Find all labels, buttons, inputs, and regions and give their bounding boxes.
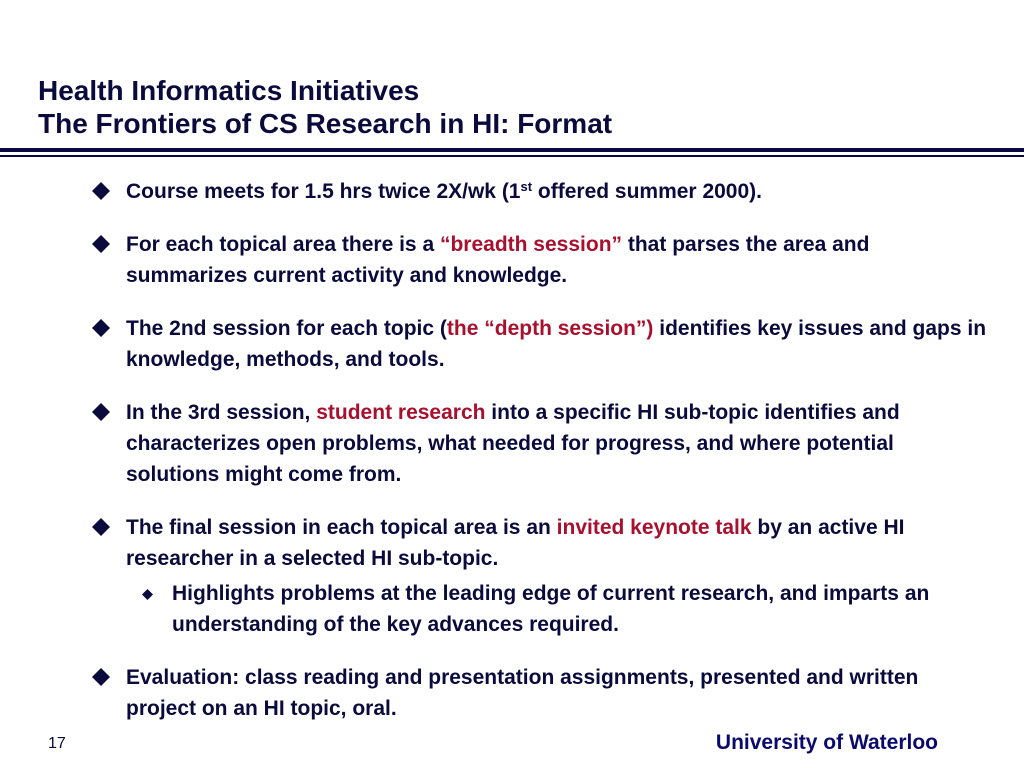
- title-rule-thin: [0, 155, 1024, 157]
- diamond-icon: [92, 182, 110, 200]
- bullet-list: [88, 176, 988, 746]
- small-diamond-icon: [142, 589, 153, 600]
- bullet-text: For each topical area there is a: [126, 233, 440, 256]
- bullet-text: that parses the area and summarizes current activity and knowledge.: [126, 233, 870, 287]
- diamond-icon: [92, 235, 110, 253]
- bullet-text: In the 3rd session,: [126, 401, 317, 424]
- diamond-icon: [92, 319, 110, 337]
- highlight-text: the “depth session”): [446, 317, 654, 340]
- bullet-item-breadth-session: [88, 229, 988, 291]
- bullet-item-keynote-talk: [88, 512, 988, 640]
- highlight-text: “breadth session”: [439, 233, 623, 256]
- superscript: st: [520, 179, 533, 194]
- page-number: 17: [48, 735, 66, 752]
- title-line-1: Health Informatics Initiatives: [38, 75, 420, 106]
- bullet-item-course-meets: [88, 176, 988, 207]
- diamond-icon: [92, 403, 110, 421]
- diamond-icon: [92, 668, 110, 686]
- highlight-text: invited keynote talk: [556, 516, 752, 539]
- bullet-text: Evaluation: class reading and presentation assignments, presented and written project on an HI topic, oral.: [126, 666, 919, 720]
- diamond-icon: [92, 518, 110, 536]
- bullet-text: Course meets for 1.5 hrs twice 2X/wk (1: [126, 180, 521, 203]
- slide-title: [38, 74, 612, 140]
- bullet-text: into a specific HI sub-topic identifies and characterizes open problems, what needed for progress, and where potential solutions might come from.: [126, 401, 900, 486]
- title-line-2: The Frontiers of CS Research in HI: Format: [38, 108, 613, 139]
- footer-university: University of Waterloo: [715, 731, 938, 754]
- bullet-item-student-research: [88, 397, 988, 490]
- title-rule-thick: [0, 148, 1024, 152]
- bullet-text: identifies key issues and gaps in knowledge, methods, and tools.: [126, 317, 987, 371]
- bullet-item-depth-session: [88, 313, 988, 375]
- sub-bullet-text: Highlights problems at the leading edge of current research, and imparts an understanding of the key advances required.: [172, 582, 930, 636]
- bullet-text: offered summer 2000).: [532, 180, 762, 203]
- highlight-text: student research: [316, 401, 486, 424]
- sub-bullet-item: [126, 578, 988, 640]
- bullet-text: by an active HI researcher in a selected HI sub-topic.: [126, 516, 905, 570]
- bullet-text: The final session in each topical area is an: [126, 516, 557, 539]
- bullet-item-evaluation: [88, 662, 988, 724]
- bullet-text: The 2nd session for each topic (: [126, 317, 447, 340]
